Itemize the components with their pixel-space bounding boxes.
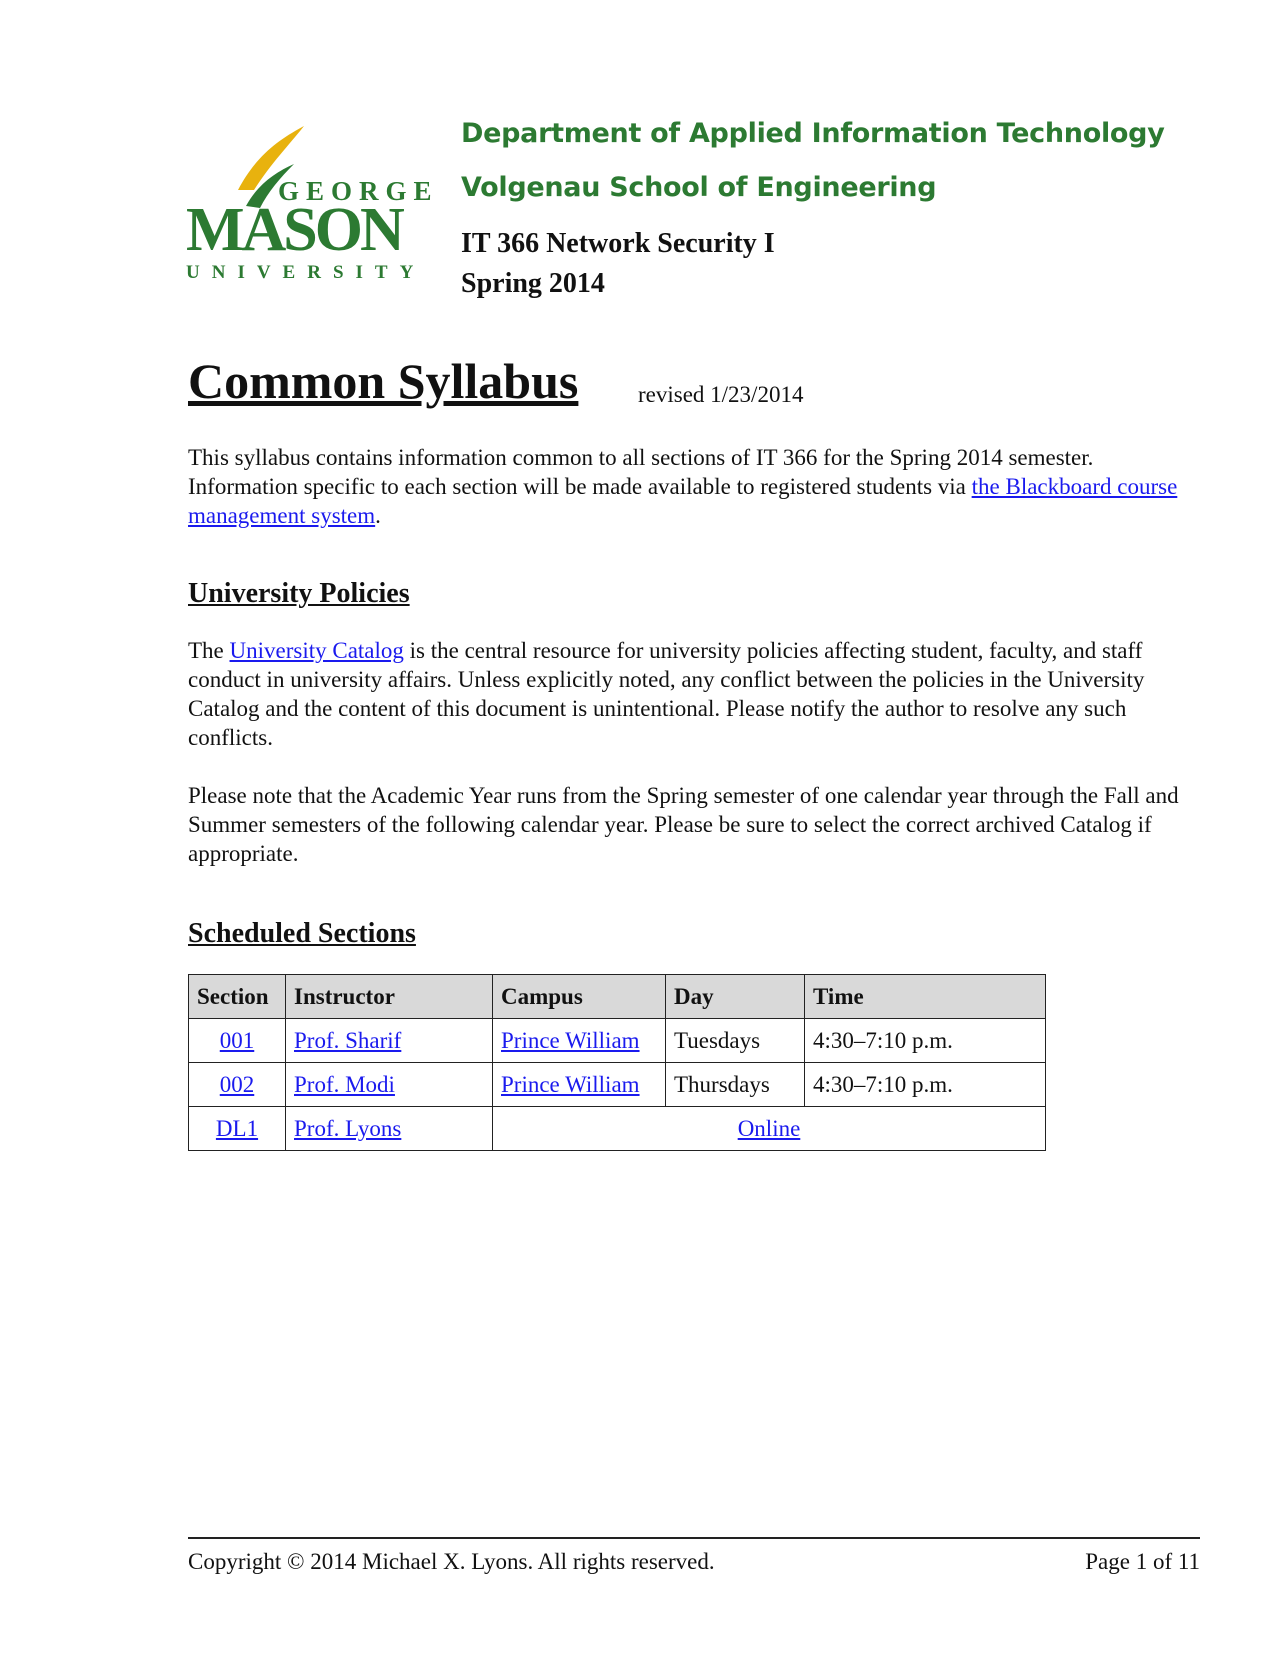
campus-cell [493, 1019, 666, 1063]
section-cell [189, 1107, 286, 1151]
column-header-time: Time [805, 975, 1046, 1019]
time-cell: 4:30–7:10 p.m. [805, 1063, 1046, 1107]
svg-text:MASON: MASON [186, 196, 402, 264]
george-mason-university-logo [186, 118, 439, 286]
svg-text:GEORGE: GEORGE [278, 176, 439, 206]
university-catalog-link[interactable]: University Catalog [229, 638, 404, 663]
policies-paragraph-2: Please note that the Academic Year runs from the Spring semester of one calendar year through the Fall and Summer semesters of the following calendar year. Please be sure to select the correct archived Catalog if appropriate. [188, 783, 1179, 866]
course-title: IT 366 Network Security I [461, 228, 775, 259]
intro-text-end: . [375, 503, 381, 528]
revision-date: revised 1/23/2014 [638, 382, 804, 407]
online-link[interactable]: Online [737, 1115, 801, 1141]
campus-cell [493, 1063, 666, 1107]
department-name: Department of Applied Information Technology [461, 118, 1165, 149]
instructor-link[interactable]: Prof. Lyons [294, 1115, 402, 1141]
instructor-link[interactable]: Prof. Modi [294, 1071, 395, 1097]
section-cell [189, 1063, 286, 1107]
blackboard-link[interactable]: the Blackboard course management system [188, 474, 1178, 528]
section-link[interactable]: 001 [219, 1027, 255, 1053]
column-header-section: Section [189, 975, 286, 1019]
intro-paragraph [188, 443, 1200, 530]
day-cell: Tuesdays [666, 1019, 805, 1063]
column-header-campus: Campus [493, 975, 666, 1019]
footer-copyright: Copyright © 2014 Michael X. Lyons. All rights reserved. [188, 1549, 715, 1574]
footer-divider [188, 1537, 1200, 1539]
course-term: Spring 2014 [461, 268, 605, 299]
policies-text-rest: is the central resource for university policies affecting student, faculty, and staff conduct in university affairs. Unless explicitly noted, any conflict between the policies in the University Catalog and the content of this document is unintentional. Please notify the author to resolve any such conflicts. [188, 638, 1145, 750]
instructor-cell [286, 1063, 493, 1107]
section-link[interactable]: DL1 [215, 1115, 259, 1141]
section-link[interactable]: 002 [219, 1071, 255, 1097]
policies-text-start: The [188, 638, 230, 663]
campus-link[interactable]: Prince William [501, 1027, 640, 1053]
online-campus-cell [493, 1107, 1046, 1151]
sections-table [188, 974, 1046, 1151]
section-cell [189, 1019, 286, 1063]
footer-page-number: Page 1 of 11 [1085, 1549, 1200, 1574]
column-header-day: Day [666, 975, 805, 1019]
intro-text: This syllabus contains information common to all sections of IT 366 for the Spring 2014 semester. Information specific to each section will be made available to registered students via [188, 445, 1094, 499]
school-name: Volgenau School of Engineering [461, 172, 937, 203]
table-row [189, 1107, 1046, 1151]
svg-text:UNIVERSITY: UNIVERSITY [186, 262, 426, 283]
scheduled-sections-heading: Scheduled Sections [188, 918, 416, 949]
day-cell: Thursdays [666, 1063, 805, 1107]
campus-link[interactable]: Prince William [501, 1071, 640, 1097]
table-row [189, 1063, 1046, 1107]
instructor-cell [286, 1107, 493, 1151]
column-header-instructor: Instructor [286, 975, 493, 1019]
instructor-link[interactable]: Prof. Sharif [294, 1027, 402, 1053]
policies-paragraph-1 [188, 636, 1200, 752]
page-title: Common Syllabus [188, 353, 579, 409]
time-cell: 4:30–7:10 p.m. [805, 1019, 1046, 1063]
university-policies-heading: University Policies [188, 578, 410, 609]
table-header-row [189, 975, 1046, 1019]
instructor-cell [286, 1019, 493, 1063]
table-row [189, 1019, 1046, 1063]
